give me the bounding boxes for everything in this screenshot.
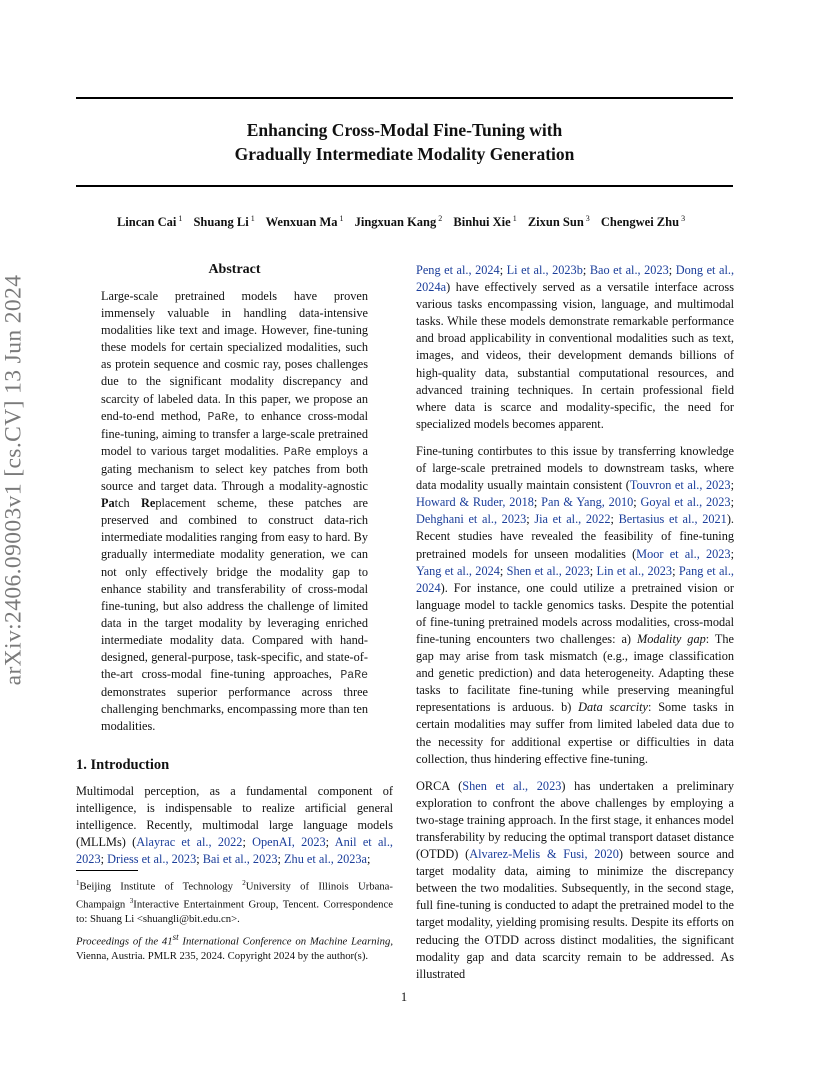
citation-link[interactable]: Alayrac et al., 2022 <box>136 835 243 850</box>
separator: ; <box>610 512 619 527</box>
separator: ; <box>730 546 735 561</box>
abstract-heading: Abstract <box>208 262 261 277</box>
proceedings-text: 41 <box>161 935 173 948</box>
author-affiliation: 3 <box>681 214 686 223</box>
citation-link[interactable]: Moor et al., 2023 <box>636 546 731 561</box>
author-affiliation: 2 <box>438 214 443 223</box>
citation-link[interactable]: Pang et al., 2024 <box>416 563 734 595</box>
body-text: ) between source and target modality data, aiming to minimize the discrepancy between the two modalities. Subsequently, in the second stage, full fine-tuning is conducted to adapt the pretrained model to the target modality, yielding promising results. Despite its efforts on reducing the OTDD across distinct modalities, the significant modality gap and data scarcity remain to be addressed. As illustrated <box>416 847 734 981</box>
citation-link[interactable]: Anil et al., 2023 <box>76 835 393 867</box>
separator: ; <box>730 478 734 493</box>
footnote-marker: 2 <box>242 879 246 887</box>
separator: ; <box>499 263 507 277</box>
abstract-text: tch <box>114 496 141 511</box>
abstract-body <box>101 288 368 735</box>
proceedings-text: st <box>172 932 179 942</box>
citation-link[interactable]: Zhu et al., 2023a <box>284 852 368 867</box>
body-text: : The gap may arise from task mismatch (e.g., image classification and genetic prediction) and data heterogeneity. Adapting these tasks to facilitate fine-tuning while preserving meaningful representations is arduous. b) <box>416 631 735 715</box>
arxiv-stamp-text: arXiv:2406.09003v1 [cs.CV] 13 Jun 2024 <box>0 274 27 686</box>
citation-link[interactable]: Shen et al., 2023 <box>506 563 590 578</box>
body-text: ). Recent studies have revealed the feasibility of fine-tuning pretrained models for unseen modalities ( <box>416 512 734 561</box>
separator: ; <box>325 835 335 850</box>
footnote-text: Beijing Institute of Technology <box>79 880 243 893</box>
citation-link[interactable]: Bai et al., 2023 <box>202 852 278 867</box>
footnote-text: Interactive Entertainment Group, Tencent. Correspondence to: Shuang Li <shuangli@bit.edu.cn>. <box>76 898 393 926</box>
bold-acronym: Pa <box>101 496 115 511</box>
abstract-text: employs a gating mechanism to select key patches from both source and target data. Through a modality-agnostic <box>101 443 368 494</box>
emphasis-term: Data scarcity <box>578 700 648 715</box>
separator: ; <box>730 495 734 510</box>
abstract-text: placement scheme, these patches are preserved and combined to construct data-rich intermediate modalities ranging from easy to hard. By gradually intermediate modality generation, we can not only effectively bridge the modality gap to enhance stability and transferability of cross-modal fine-tuning, but also address the challenge of limited data in the target modality by leveraging enriched intermediate modality data. Compared with hand-designed, general-purpose, task-specific, and state-of-the-art cross-modal fine-tuning approaches, <box>101 496 368 682</box>
intro-paragraph <box>76 783 393 868</box>
citation-link[interactable]: Howard & Ruder, 2018 <box>416 495 534 510</box>
author-affiliation: 1 <box>250 214 255 223</box>
intro-paragraph-continued <box>416 262 734 433</box>
separator: ; <box>633 495 641 510</box>
title-line-2: Gradually Intermediate Modality Generation <box>234 144 575 164</box>
orca-paragraph <box>416 778 734 983</box>
proceedings-text: , Vienna, Austria. PMLR 235, 2024. Copyright 2024 by the author(s). <box>76 935 393 963</box>
body-text: ) have effectively served as a versatile interface across various tasks encompassing vision, language, and multimodal tasks. While these models demonstrate remarkable performance and broad applicability in conventional modalities such as text, images, and videos, their development demands billions of high-quality data, substantial computational resources, and advanced training techniques. In certain professional field where data is scarce and modality-specific, the need for specialized models becomes apparent. <box>416 280 734 431</box>
citation-link[interactable]: Dehghani et al., 2023 <box>416 512 527 527</box>
author-name: Wenxuan Ma <box>265 215 338 229</box>
right-column <box>416 262 734 983</box>
method-name: PaRe <box>207 410 236 424</box>
citation-link[interactable]: Driess et al., 2023 <box>107 852 197 867</box>
citation-link[interactable]: Pan & Yang, 2010 <box>541 495 634 510</box>
body-text: ORCA ( <box>416 778 463 793</box>
citation-link[interactable]: Bertasius et al., 2021 <box>618 512 727 527</box>
method-name: PaRe <box>340 669 368 683</box>
separator: ; <box>668 263 676 277</box>
separator: ; <box>100 852 108 867</box>
footnote-marker: 1 <box>76 879 80 887</box>
footnote-rule <box>76 870 138 871</box>
separator: ; <box>582 263 590 277</box>
proceedings-text: Proceedings of the <box>76 935 162 948</box>
separator: ; <box>242 835 253 850</box>
citation-link[interactable]: Jia et al., 2022 <box>534 512 611 527</box>
body-text: Multimodal perception, as a fundamental component of intelligence, is indispensable to realize artificial general intelligence. Recently, multimodal large language models (MLLMs) ( <box>76 784 393 850</box>
emphasis-term: Modality gap <box>636 631 706 646</box>
citation-link[interactable]: Yang et al., 2024 <box>416 563 500 578</box>
affiliation-footnote <box>76 876 393 927</box>
author-list <box>60 214 750 230</box>
paper-title <box>76 118 733 166</box>
separator: ; <box>196 852 203 867</box>
section-heading: 1. Introduction <box>76 757 170 773</box>
author-name: Lincan Cai <box>116 215 177 229</box>
method-name: PaRe <box>283 445 312 459</box>
citation-link[interactable]: Lin et al., 2023 <box>596 563 673 578</box>
author-affiliation: 1 <box>339 214 344 223</box>
citation-link[interactable]: Goyal et al., 2023 <box>640 495 731 510</box>
body-text: Fine-tuning contirbutes to this issue by transferring knowledge of large-scale pretrained models to downstream tasks, where data modality usually maintain consistent ( <box>416 443 734 493</box>
body-text: : Some tasks in certain modalities may suffer from limited labeled data due to the necessity for additional expertise or difficulties in data collection, thus hindering effective fine-tuning. <box>416 700 735 766</box>
abstract-text: Large-scale pretrained models have proven immensely valuable in handling data-intensive modalities like text and image. However, fine-tuning these models for certain specialized modalities, such as protein sequence and cosmic ray, poses challenges due to the significant modality discrepancy and scarcity of labeled data. In this paper, we propose an end-to-end method, <box>101 289 368 423</box>
author-name: Jingxuan Kang <box>354 215 437 229</box>
proceedings-note <box>76 930 393 964</box>
citation-link[interactable]: Dong et al., 2024a <box>416 263 735 295</box>
abstract-text: demonstrates superior performance across three challenging benchmarks, encompassing more than ten modalities. <box>101 685 368 734</box>
author-affiliation: 3 <box>585 214 590 223</box>
page-number: 1 <box>400 990 408 1004</box>
citation-link[interactable]: Peng et al., 2024 <box>416 263 500 277</box>
proceedings-text: International Conference on Machine Learning <box>178 935 391 948</box>
footnote-marker: 3 <box>129 897 134 906</box>
body-text: ) has undertaken a preliminary exploration to confront the above challenges by employing a two-stage training approach. In the first stage, it enhances model transferability by reducing the optimal transport dataset distance (OTDD) ( <box>416 778 735 862</box>
finetuning-paragraph <box>416 443 734 768</box>
citation-link[interactable]: Bao et al., 2023 <box>589 263 669 277</box>
citation-link[interactable]: Shen et al., 2023 <box>462 778 562 793</box>
citation-link[interactable]: Li et al., 2023b <box>506 263 583 277</box>
citation-link[interactable]: Alvarez-Melis & Fusi, 2020 <box>469 847 619 862</box>
author-affiliation: 1 <box>178 214 183 223</box>
author-name: Shuang Li <box>193 215 249 229</box>
citation-link[interactable]: OpenAI, 2023 <box>252 835 326 850</box>
author-name: Chengwei Zhu <box>600 215 680 229</box>
abstract-text: , to enhance cross-modal fine-tuning, aiming to transfer a large-scale pretrained model to various target modalities. <box>101 408 368 458</box>
citation-link[interactable]: Touvron et al., 2023 <box>629 478 731 493</box>
author-affiliation: 1 <box>512 214 517 223</box>
author-name: Zixun Sun <box>527 215 584 229</box>
separator: ; <box>533 495 542 510</box>
separator: ; <box>499 563 507 578</box>
separator: ; <box>526 512 535 527</box>
bold-acronym: Re <box>140 496 156 511</box>
author-name: Binhui Xie <box>453 215 511 229</box>
separator: ; <box>672 563 679 578</box>
footnote-text: University of Illinois Urbana-Champaign <box>76 880 393 911</box>
title-bottom-rule <box>76 185 733 187</box>
title-line-1: Enhancing Cross-Modal Fine-Tuning with <box>246 120 563 140</box>
body-text: ). For instance, one could utilize a pretrained vision or language model to tackle genomics tasks. Despite the potential of fine-tuning pretrained models across modalities, cross-modal fine-tuning encounters two challenges: a) <box>416 580 734 646</box>
separator: ; <box>367 852 371 867</box>
top-rule <box>76 97 733 99</box>
separator: ; <box>589 563 597 578</box>
separator: ; <box>277 852 285 867</box>
